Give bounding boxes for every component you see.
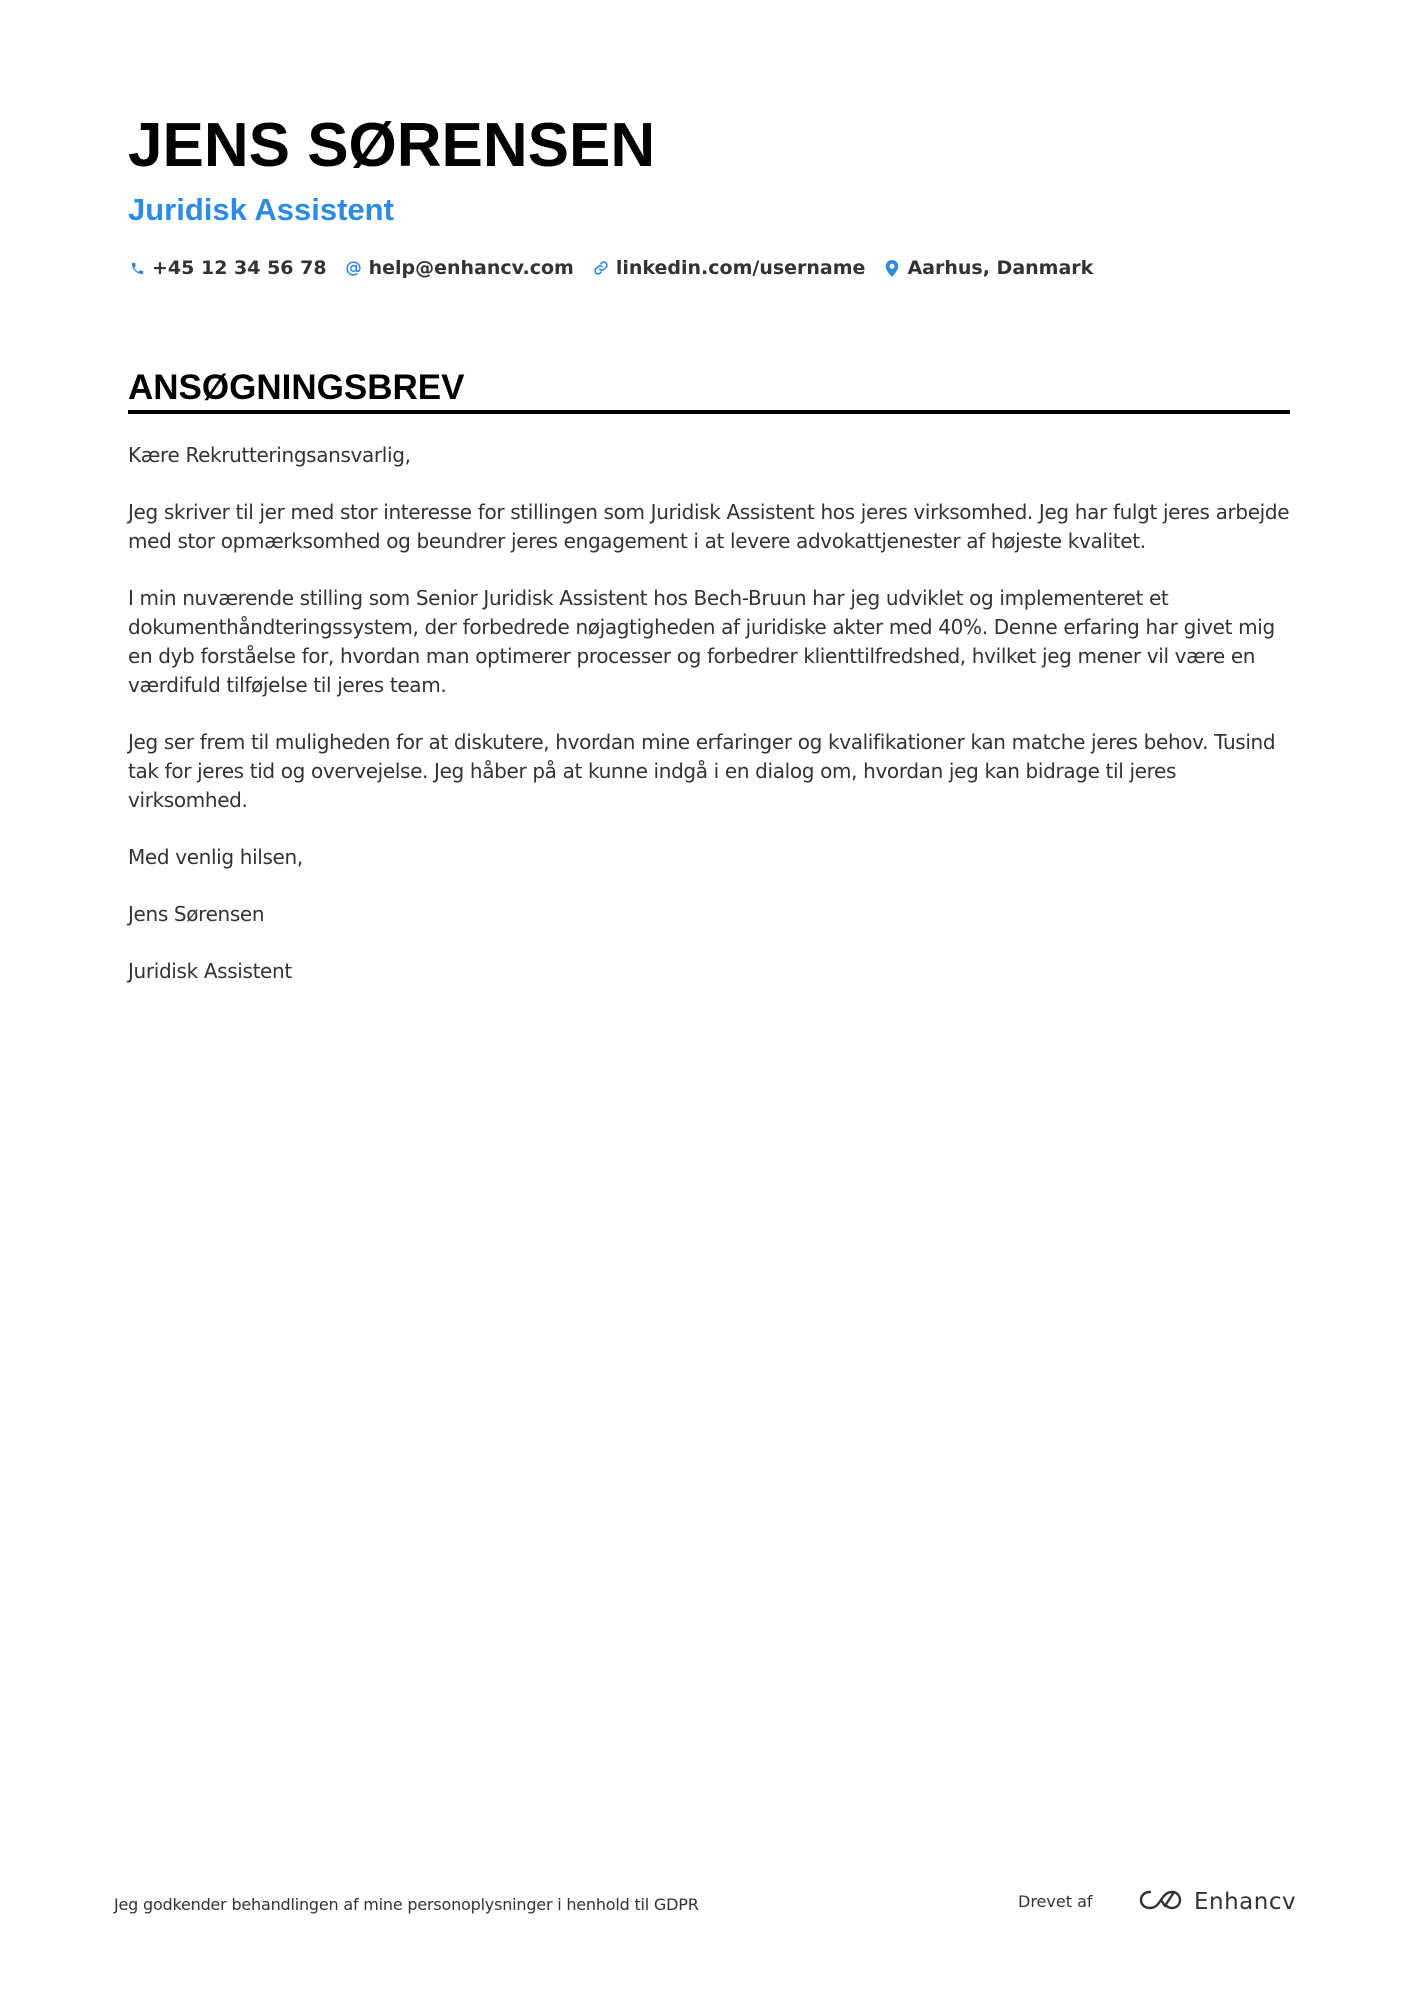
contact-email[interactable]: [345, 254, 574, 282]
contact-bar: [128, 254, 1111, 282]
letter-salutation: Kære Rekrutteringsansvarlig,: [128, 443, 411, 467]
contact-phone: [128, 254, 327, 282]
letter-signature-role: Juridisk Assistent: [128, 959, 292, 983]
infinity-logo-icon: [1138, 1888, 1184, 1916]
letter-paragraph: I min nuværende stilling som Senior Juridisk Assistent hos Bech-Bruun har jeg udviklet og implementeret et dokumenthåndteringssystem, der forbedrede nøjagtigheden af juridiske akter med 40%. Denne erfaring har givet mig en dyb forståelse for, hvordan man optimerer processer og forbedrer klienttilfredshed, hvilket jeg mener vil være en værdifuld tilføjelse til jeres team.: [128, 586, 1275, 697]
contact-email-text: help@enhancv.com: [368, 257, 574, 279]
phone-icon: [128, 258, 146, 278]
section-divider: [128, 410, 1290, 414]
applicant-role: Juridisk Assistent: [128, 192, 394, 227]
location-pin-icon: [883, 258, 901, 278]
contact-phone-text: +45 12 34 56 78: [152, 257, 327, 279]
letter-paragraph: Jeg skriver til jer med stor interesse for stillingen som Juridisk Assistent hos jeres virksomhed. Jeg har fulgt jeres arbejde med stor opmærksomhed og beundrer jeres engagement i at levere advokattjenester af højeste kvalitet.: [128, 500, 1290, 553]
contact-location-text: Aarhus, Danmark: [907, 257, 1094, 279]
contact-linkedin[interactable]: [592, 254, 866, 282]
gdpr-consent: Jeg godkender behandlingen af mine personoplysninger i henhold til GDPR: [114, 1895, 699, 1914]
applicant-name: JENS SØRENSEN: [128, 111, 656, 180]
enhancv-logo[interactable]: [1138, 1887, 1296, 1917]
contact-location: [883, 254, 1093, 282]
at-icon: [345, 258, 363, 278]
letter-body: [128, 441, 1292, 1014]
letter-closing: Med venlig hilsen,: [128, 845, 303, 869]
link-icon: [592, 258, 610, 278]
letter-signature-name: Jens Sørensen: [128, 902, 265, 926]
contact-linkedin-text: linkedin.com/username: [615, 257, 866, 279]
letter-paragraph: Jeg ser frem til muligheden for at diskutere, hvordan mine erfaringer og kvalifikationer kan matche jeres behov. Tusind tak for jeres tid og overvejelse. Jeg håber på at kunne indgå i en dialog om, hvordan jeg kan bidrage til jeres virksomhed.: [128, 730, 1276, 812]
brand-name: Enhancv: [1194, 1889, 1297, 1915]
section-title: ANSØGNINGSBREV: [128, 368, 465, 407]
powered-by-label: Drevet af: [1018, 1892, 1093, 1911]
